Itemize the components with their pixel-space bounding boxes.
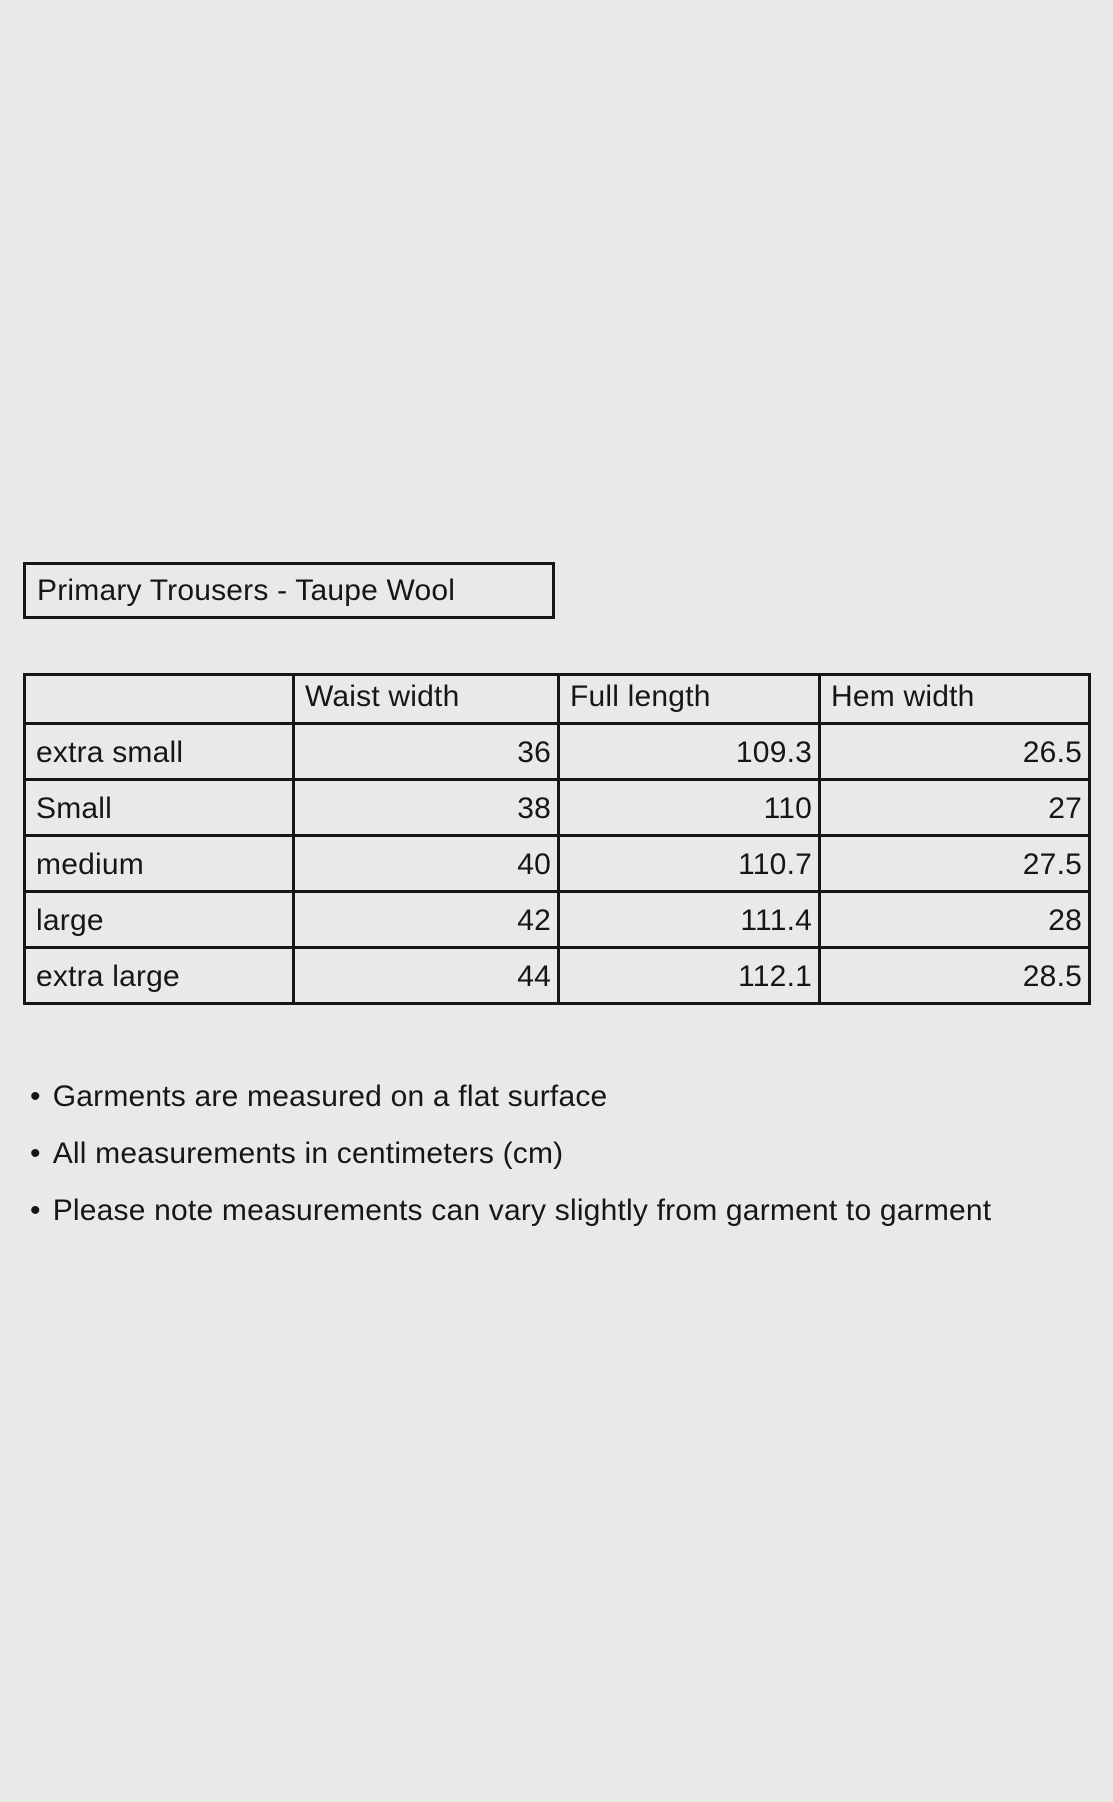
waist-width-value: 44 bbox=[294, 948, 559, 1004]
table-row bbox=[25, 892, 1090, 948]
hem-width-value: 26.5 bbox=[820, 724, 1090, 780]
hem-width-value: 28.5 bbox=[820, 948, 1090, 1004]
note-text: Garments are measured on a flat surface bbox=[52, 1080, 608, 1113]
hem-width-value: 27.5 bbox=[820, 836, 1090, 892]
table-row bbox=[25, 724, 1090, 780]
full-length-value: 110.7 bbox=[559, 836, 820, 892]
size-label: extra small bbox=[25, 724, 294, 780]
full-length-value: 111.4 bbox=[559, 892, 820, 948]
product-title: Primary Trousers - Taupe Wool bbox=[37, 573, 456, 607]
notes-list bbox=[30, 1081, 991, 1252]
column-header-full-length: Full length bbox=[559, 675, 820, 724]
waist-width-value: 40 bbox=[294, 836, 559, 892]
note-item bbox=[30, 1195, 991, 1226]
bullet-icon: • bbox=[30, 1194, 41, 1227]
full-length-value: 109.3 bbox=[559, 724, 820, 780]
waist-width-value: 42 bbox=[294, 892, 559, 948]
bullet-icon: • bbox=[30, 1080, 41, 1113]
hem-width-value: 27 bbox=[820, 780, 1090, 836]
bullet-icon: • bbox=[30, 1137, 41, 1170]
waist-width-value: 38 bbox=[294, 780, 559, 836]
column-header-waist-width: Waist width bbox=[294, 675, 559, 724]
waist-width-value: 36 bbox=[294, 724, 559, 780]
hem-width-value: 28 bbox=[820, 892, 1090, 948]
note-text: Please note measurements can vary slightly from garment to garment bbox=[52, 1194, 992, 1227]
table-row bbox=[25, 780, 1090, 836]
table-row bbox=[25, 836, 1090, 892]
size-chart-table bbox=[23, 673, 1091, 1005]
size-label: medium bbox=[25, 836, 294, 892]
table-row bbox=[25, 948, 1090, 1004]
size-label: extra large bbox=[25, 948, 294, 1004]
full-length-value: 110 bbox=[559, 780, 820, 836]
size-label: Small bbox=[25, 780, 294, 836]
header-row bbox=[25, 675, 1090, 724]
note-item bbox=[30, 1138, 991, 1169]
full-length-value: 112.1 bbox=[559, 948, 820, 1004]
note-item bbox=[30, 1081, 991, 1112]
product-title-box bbox=[23, 562, 555, 619]
note-text: All measurements in centimeters (cm) bbox=[52, 1137, 564, 1170]
column-header-size bbox=[25, 675, 294, 724]
column-header-hem-width: Hem width bbox=[820, 675, 1090, 724]
size-label: large bbox=[25, 892, 294, 948]
